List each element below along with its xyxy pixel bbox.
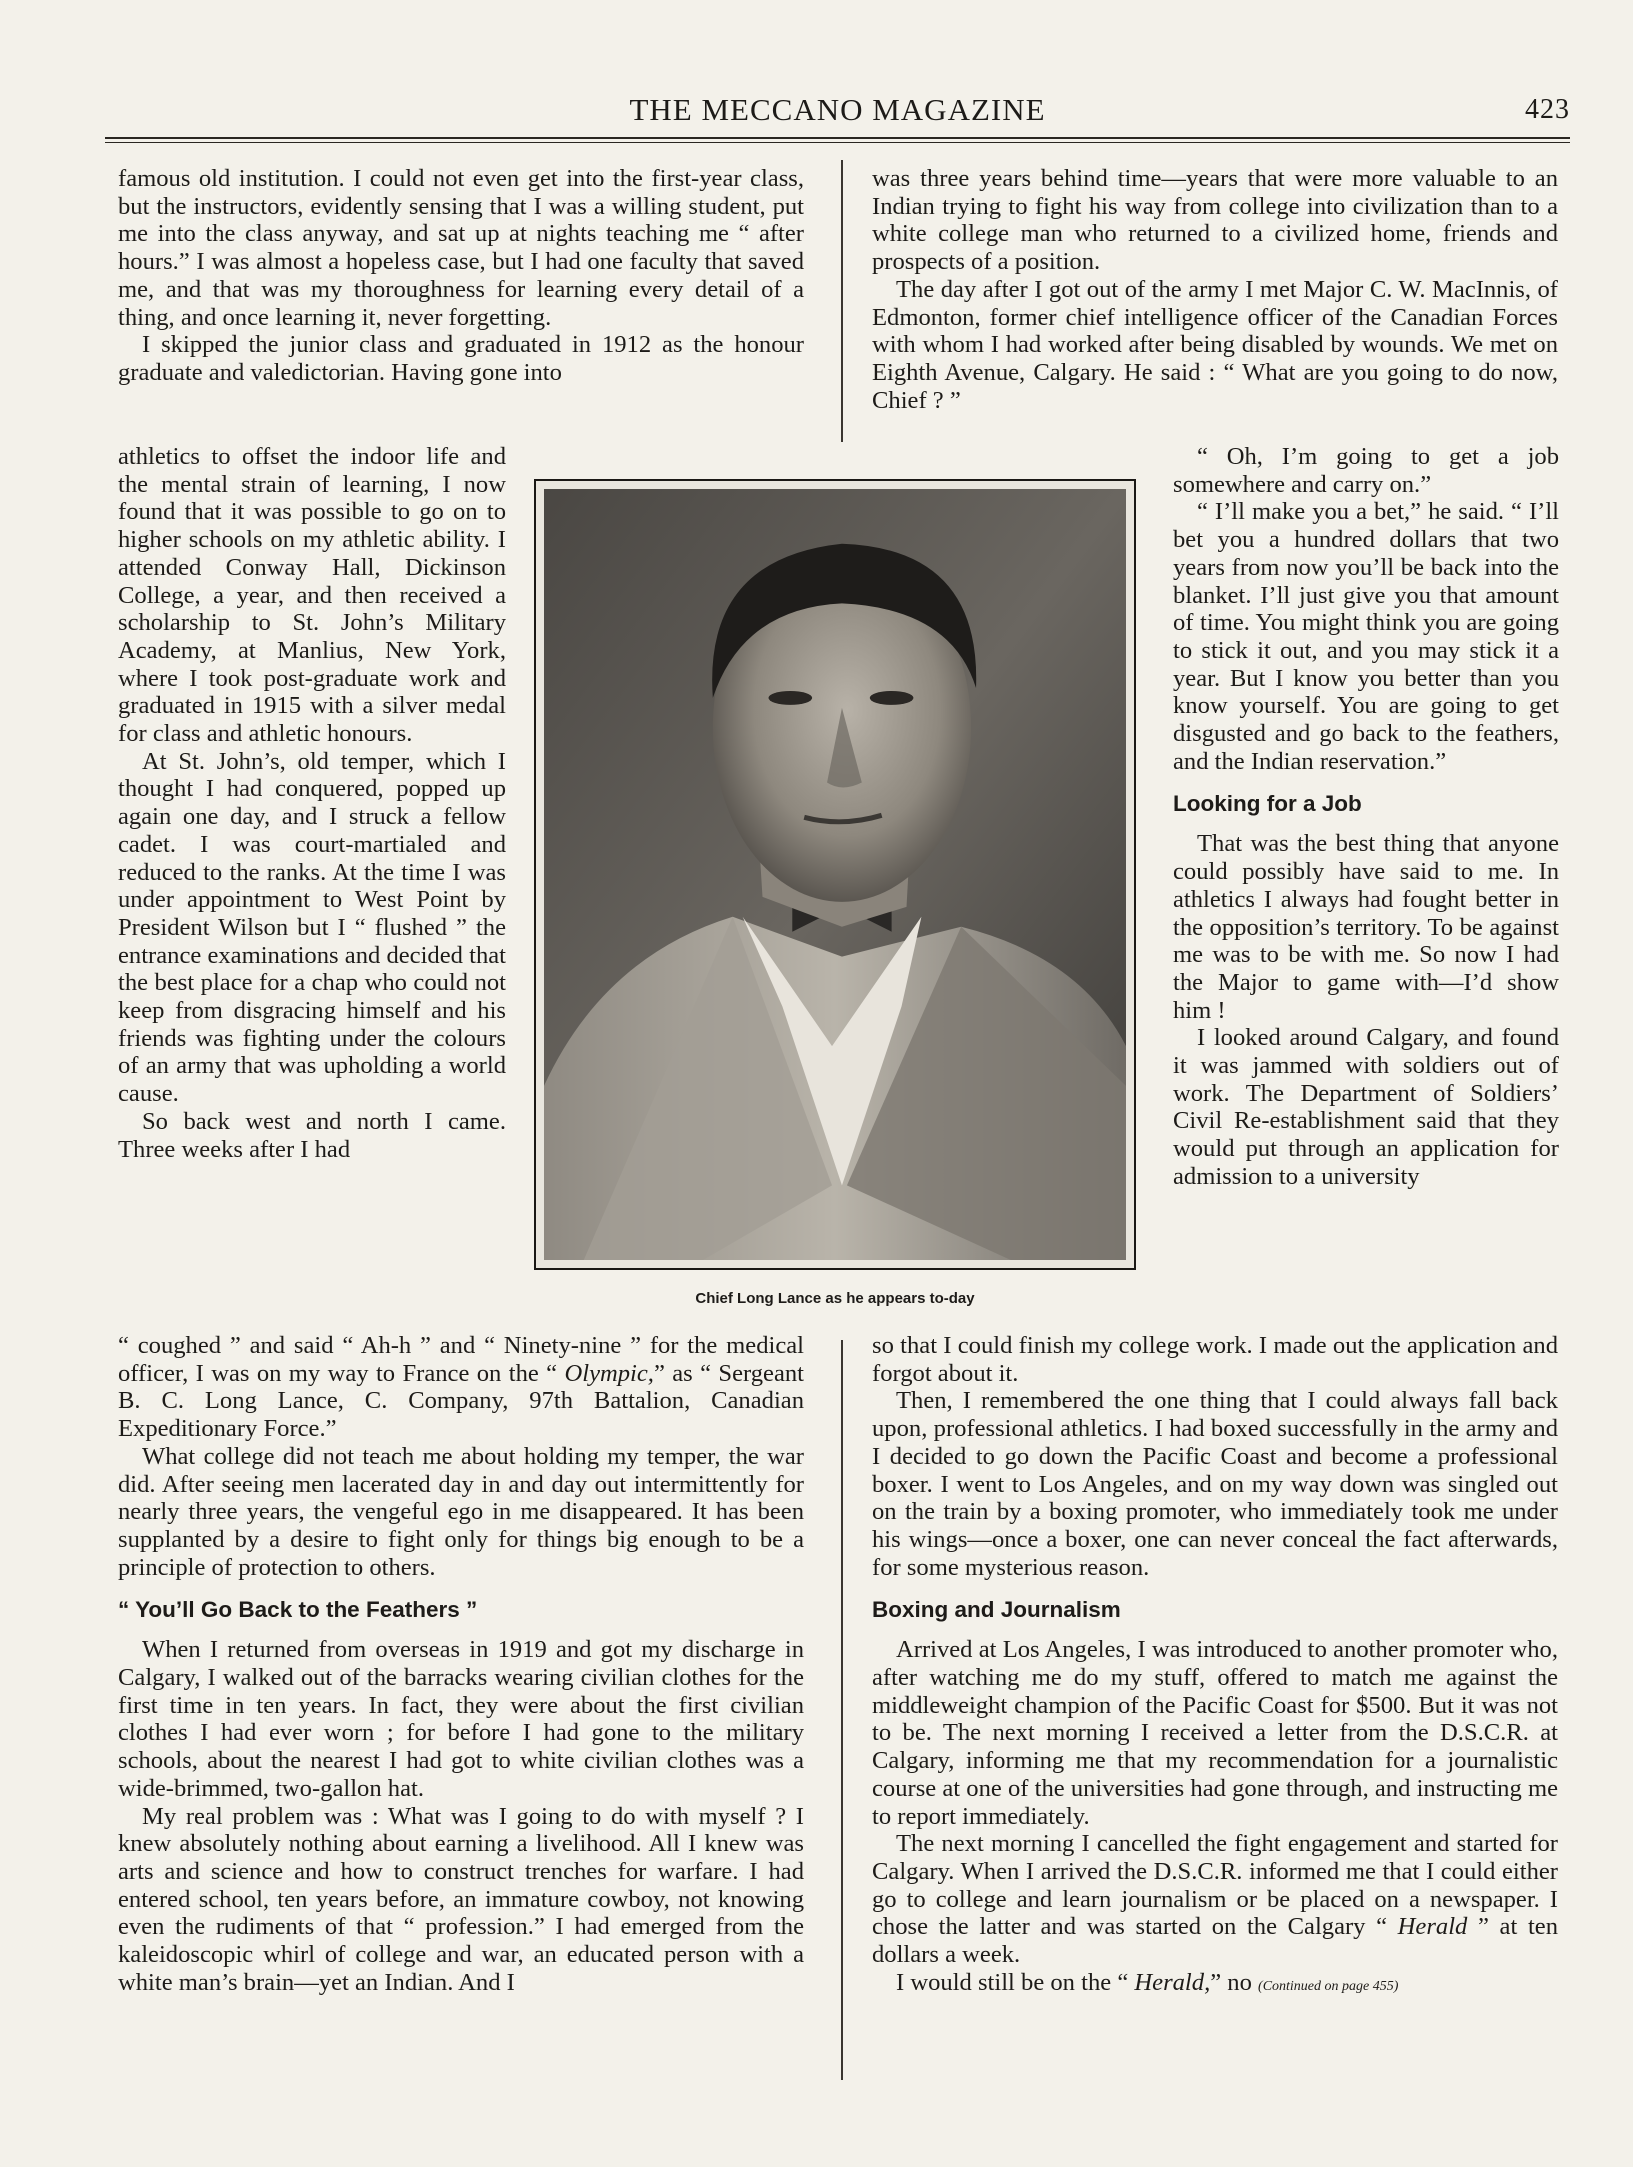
paragraph: So back west and north I came. Three weeks after I had (118, 1107, 506, 1163)
paragraph: That was the best thing that anyone could possibly have said to me. In athletics I always had fought better in the opposition’s territory. To be against me was to be with me. So now I had the Major to game with—I’d show him ! (1173, 830, 1559, 1024)
paragraph: Then, I remembered the one thing that I could always fall back upon, professional athletics. I had boxed successfully in the army and I decided to go down the Pacific Coast and become a professional boxer. I went to Los Angeles, and on my way down was singled out on the train by a boxing promoter, who immediately took me under his wings—once a boxer, one can never conceal the fact afterwards, for some mysterious reason. (872, 1387, 1558, 1581)
portrait-photo (534, 479, 1136, 1270)
paragraph: I looked around Calgary, and found it was jammed with soldiers out of work. The Department of Soldiers’ Civil Re-establishment said that they would put through an application for admission to a university (1173, 1024, 1559, 1190)
section-heading: Boxing and Journalism (872, 1597, 1121, 1623)
paragraph: What college did not teach me about holding my temper, the war did. After seeing men lacerated day in and day out intermittently for nearly three years, the vengeful ego in me disappeared. It has been supplanted by a desire to fight only for things big enough to be a principle of protection to others. (118, 1442, 804, 1581)
paragraph: Arrived at Los Angeles, I was introduced to another promoter who, after watching me do my stuff, offered to match me against the middleweight champion of the Pacific Coast for $500. But it was not to be. The next morning I received a letter from the D.S.C.R. at Calgary, informing me that my recommendation for a journalistic course at one of the universities had gone through, and instructing me to report immediately. (872, 1636, 1558, 1830)
paragraph: I skipped the junior class and graduated in 1912 as the honour graduate and valedictorian. Having gone into (118, 331, 804, 386)
header-rule (105, 137, 1570, 139)
ship-name: Olympic, (564, 1359, 654, 1387)
continued-note: (Continued on page 455) (1258, 1978, 1399, 1994)
paragraph: At St. John’s, old temper, which I thought I had conquered, popped up again one day, and I struck a fellow cadet. I was court-martialed and reduced to the ranks. At the time I was under appointment to West Point by President Wilson but I “ flushed ” the entrance examinations and decided that the best place for a chap who could not keep from disgracing himself and his friends was fighting under the colours of an army that was upholding a world cause. (118, 747, 506, 1108)
paragraph: famous old institution. I could not even get into the first-year class, but the instructors, evidently sensing that I was a willing student, put me into the class anyway, and sat up at nights teaching me “ after hours.” I was almost a hopeless case, but I had one faculty that saved me, and that was my thoroughness for learning every detail of a thing, and once learning it, never forgetting. (118, 165, 804, 331)
paragraph: “ I’ll make you a bet,” he said. “ I’ll bet you a hundred dollars that two years from now you’ll be back into the blanket. I’ll just give you that amount of time. You might think you are going to stick it out, and you may stick it a year. But I know you better than you know yourself. You are going to get disgusted and go back to the feathers, and the Indian reservation.” (1173, 498, 1559, 775)
right-column-bottom (872, 1332, 1558, 2000)
paragraph: “ coughed ” and said “ Ah-h ” and “ Ninety-nine ” for the medical officer, I was on my way to France on the “ Olympic,” as “ Sergeant B. C. Long Lance, C. Company, 97th Battalion, Canadian Expeditionary Force.” (118, 1332, 804, 1443)
paragraph: When I returned from overseas in 1919 and got my discharge in Calgary, I walked out of the barracks wearing civilian clothes for the first time in ten years. In fact, they were about the first civilian clothes I had ever worn ; for before I had gone to the military schools, about the nearest I had got to white civilian clothes was a wide-brimmed, two-gallon hat. (118, 1636, 804, 1802)
page-header (105, 92, 1570, 132)
paragraph: My real problem was : What was I going to do with myself ? I knew absolutely nothing about earning a livelihood. All I knew was arts and science and how to construct trenches for warfare. I had entered school, ten years before, an immature cowboy, not knowing even the rudiments of that “ profession.” I had emerged from the kaleidoscopic whirl of college and war, an educated person with a white man’s brain—yet an Indian. And I (118, 1802, 804, 1996)
section-heading: Looking for a Job (1173, 791, 1362, 817)
column-divider-top (841, 160, 843, 442)
magazine-title: THE MECCANO MAGAZINE (629, 92, 1046, 127)
left-column-narrow (118, 443, 506, 1163)
paragraph: The day after I got out of the army I met Major C. W. MacInnis, of Edmonton, former chief intelligence officer of the Canadian Forces with whom I had worked after being disabled by wounds. We met on Eighth Avenue, Calgary. He said : “ What are you going to do now, Chief ? ” (872, 275, 1558, 414)
photo-caption: Chief Long Lance as he appears to-day (695, 1290, 975, 1307)
paragraph: “ Oh, I’m going to get a job somewhere and carry on.” (1173, 443, 1559, 498)
newspaper-name: Herald, (1134, 1968, 1211, 1996)
page-number: 423 (1525, 94, 1570, 125)
left-column-bottom (118, 1332, 804, 1996)
right-column-top (872, 165, 1558, 414)
newspaper-name: Herald (1397, 1913, 1468, 1941)
paragraph: athletics to offset the indoor life and the mental strain of learning, I now found that it was possible to go on to higher schools on my athletic ability. I attended Conway Hall, Dickinson College, a year, and then received a scholarship to St. John’s Military Academy, at Manlius, New York, where I took post-graduate work and graduated in 1915 with a silver medal for class and athletic honours. (118, 443, 506, 748)
portrait-image (544, 489, 1126, 1260)
paragraph: was three years behind time—years that were more valuable to an Indian trying to fight his way from college into civilization than to a white college man who returned to a civilized home, friends and prospects of a position. (872, 165, 1558, 276)
paragraph: I would still be on the “ Herald,” no (Continued on page 455) (896, 1968, 1399, 1996)
right-column-narrow (1173, 443, 1559, 1191)
header-rule-thin (105, 142, 1570, 143)
left-column-top (118, 165, 804, 387)
column-divider-bottom (841, 1340, 843, 2080)
paragraph: so that I could finish my college work. I made out the application and forgot about it. (872, 1332, 1558, 1387)
paragraph: The next morning I cancelled the fight engagement and started for Calgary. When I arrived the D.S.C.R. informed me that I could either go to college and learn journalism or be placed on a newspaper. I chose the latter and was started on the Calgary “ Herald ” at ten dollars a week. (872, 1830, 1558, 1969)
section-heading: “ You’ll Go Back to the Feathers ” (118, 1597, 478, 1623)
